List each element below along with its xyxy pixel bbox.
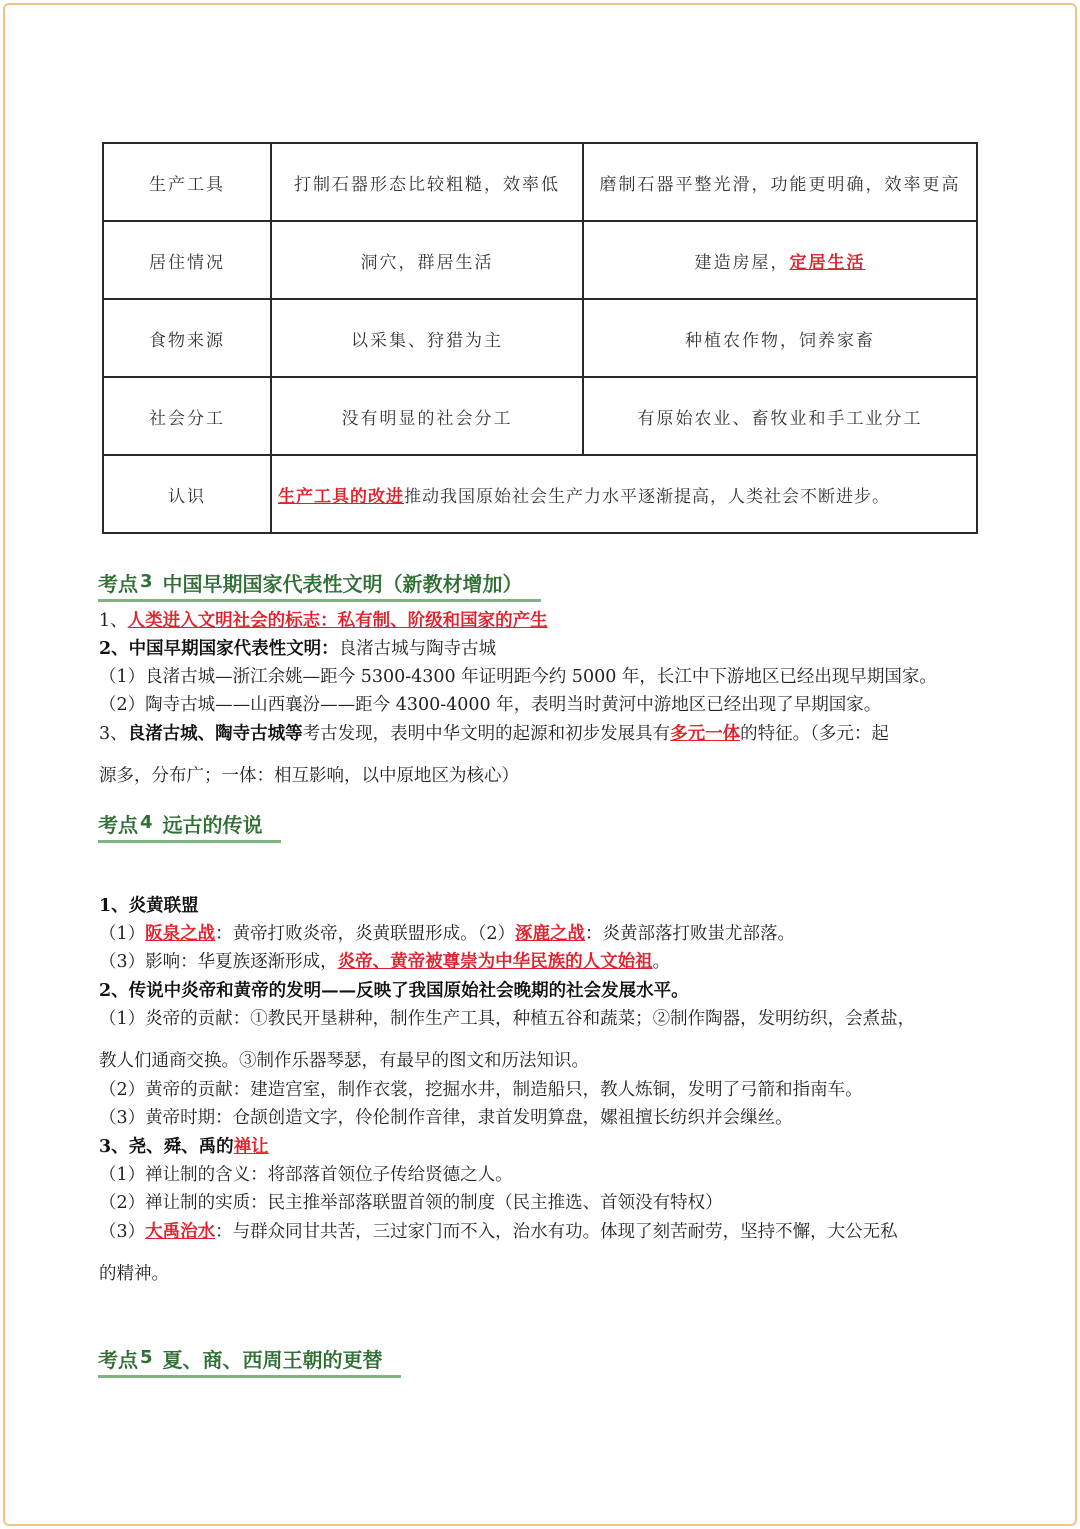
bold-text: 良渚古城、陶寺古城等 bbox=[127, 724, 303, 744]
bold-text: 3、尧、舜、禹的 bbox=[99, 1137, 234, 1157]
paleolithic-cell: 没有明显的社会分工 bbox=[271, 377, 583, 455]
text-line: （2）黄帝的贡献：建造宫室，制作衣裳，挖掘水井，制造船只，教人炼铜，发明了弓箭和指南车。 bbox=[99, 1080, 863, 1100]
row-label: 食物来源 bbox=[103, 299, 271, 377]
table-row bbox=[103, 377, 977, 455]
row-label: 社会分工 bbox=[103, 377, 271, 455]
table-row bbox=[103, 143, 977, 221]
text-line: 的精神。 bbox=[99, 1264, 169, 1284]
heading-title: 中国早期国家代表性文明（新教材增加） bbox=[162, 572, 523, 596]
body-text: 考古发现，表明中华文明的起源和初步发展具有 bbox=[302, 724, 671, 744]
cell-text: 推动我国原始社会生产力水平逐渐提高，人类社会不断进步。 bbox=[404, 486, 890, 507]
bold-text: 2、中国早期国家代表性文明： bbox=[99, 639, 339, 659]
neolithic-cell bbox=[583, 221, 977, 299]
body-text: （1） bbox=[99, 924, 146, 944]
key-point-text: 大禹治水 bbox=[145, 1222, 216, 1242]
paleolithic-cell: 以采集、狩猎为主 bbox=[271, 299, 583, 377]
item-number: 3、 bbox=[99, 724, 128, 744]
row-label: 生产工具 bbox=[103, 143, 271, 221]
item-number: 1、 bbox=[99, 611, 128, 631]
heading-prefix: 考点 bbox=[98, 572, 138, 596]
table-row bbox=[103, 455, 977, 533]
row-label: 居住情况 bbox=[103, 221, 271, 299]
text-line: （1）良渚古城—浙江余姚—距今 5300-4300 年证明距今约 5000 年，长江中下游地区已经出现早期国家。 bbox=[99, 667, 937, 687]
heading-number: 5 bbox=[140, 1347, 153, 1368]
section-heading-3 bbox=[98, 568, 541, 602]
body-text: ：炎黄部落打败蚩尤部落。 bbox=[585, 924, 796, 944]
table-row bbox=[103, 299, 977, 377]
text-line bbox=[99, 923, 795, 945]
cell-text: 建造房屋， bbox=[694, 252, 790, 273]
comparison-table bbox=[102, 142, 978, 534]
body-text: ：与群众同甘共苦，三过家门而不入，治水有功。体现了刻苦耐劳，坚持不懈，大公无私 bbox=[215, 1222, 898, 1242]
paleolithic-cell: 打制石器形态比较粗糙，效率低 bbox=[271, 143, 583, 221]
key-point-text: 炎帝、黄帝被尊崇为中华民族的人文始祖 bbox=[337, 952, 653, 972]
key-point-text: 禅让 bbox=[233, 1137, 269, 1157]
key-point-text: 生产工具的改进 bbox=[278, 486, 404, 507]
heading-title: 远古的传说 bbox=[162, 813, 263, 837]
neolithic-cell: 有原始农业、畜牧业和手工业分工 bbox=[583, 377, 977, 455]
text-line: （2）陶寺古城——山西襄汾——距今 4300-4000 年，表明当时黄河中游地区已经出现了早期国家。 bbox=[99, 695, 882, 715]
key-point-text: 涿鹿之战 bbox=[515, 924, 586, 944]
section-heading-5 bbox=[98, 1344, 401, 1378]
text-line bbox=[99, 951, 670, 973]
text-line: （2）禅让制的实质：民主推举部落联盟首领的制度（民主推选、首领没有特权） bbox=[99, 1193, 723, 1213]
heading-prefix: 考点 bbox=[98, 1348, 138, 1372]
neolithic-cell: 种植农作物，饲养家畜 bbox=[583, 299, 977, 377]
heading-prefix: 考点 bbox=[98, 813, 138, 837]
paleolithic-cell: 洞穴，群居生活 bbox=[271, 221, 583, 299]
section-heading-4 bbox=[98, 809, 281, 843]
heading-number: 3 bbox=[140, 571, 153, 592]
text-line: （1）禅让制的含义：将部落首领位子传给贤德之人。 bbox=[99, 1165, 513, 1185]
neolithic-cell: 磨制石器平整光滑，功能更明确，效率更高 bbox=[583, 143, 977, 221]
body-text: ：黄帝打败炎帝，炎黄联盟形成。（2） bbox=[215, 924, 516, 944]
row-label: 认识 bbox=[103, 455, 271, 533]
key-point-text: 阪泉之战 bbox=[145, 924, 216, 944]
text-line: 源多，分布广；一体：相互影响，以中原地区为核心） bbox=[99, 766, 519, 786]
text-line bbox=[99, 638, 496, 660]
text-line bbox=[99, 1221, 898, 1243]
heading-number: 4 bbox=[140, 812, 153, 833]
text-line: （3）黄帝时期：仓颉创造文字，伶伦制作音律，隶首发明算盘，嫘祖擅长纺织并会缫丝。 bbox=[99, 1108, 793, 1128]
heading-title: 夏、商、西周王朝的更替 bbox=[162, 1348, 383, 1372]
subheading: 2、传说中炎帝和黄帝的发明——反映了我国原始社会晚期的社会发展水平。 bbox=[99, 981, 689, 1001]
key-point-text: 多元一体 bbox=[670, 724, 741, 744]
text-line: 教人们通商交换。③制作乐器琴瑟，有最早的图文和历法知识。 bbox=[99, 1051, 589, 1071]
body-text: （3） bbox=[99, 1222, 146, 1242]
subheading: 1、炎黄联盟 bbox=[99, 896, 199, 916]
recognition-cell bbox=[271, 455, 977, 533]
subheading bbox=[99, 1136, 269, 1158]
table-row bbox=[103, 221, 977, 299]
text-line bbox=[99, 723, 889, 745]
text-line bbox=[99, 610, 548, 632]
body-text: （3）影响：华夏族逐渐形成， bbox=[99, 952, 338, 972]
text-line: （1）炎帝的贡献：①教民开垦耕种，制作生产工具，种植五谷和蔬菜；②制作陶器，发明纺织，会煮盐， bbox=[99, 1009, 916, 1029]
body-text: 的特征。（多元：起 bbox=[740, 724, 889, 744]
key-point-text: 定居生活 bbox=[789, 252, 866, 273]
body-text: 良渚古城与陶寺古城 bbox=[338, 639, 497, 659]
body-text: 。 bbox=[652, 952, 671, 972]
key-point-text: 人类进入文明社会的标志：私有制、阶级和国家的产生 bbox=[127, 611, 548, 631]
